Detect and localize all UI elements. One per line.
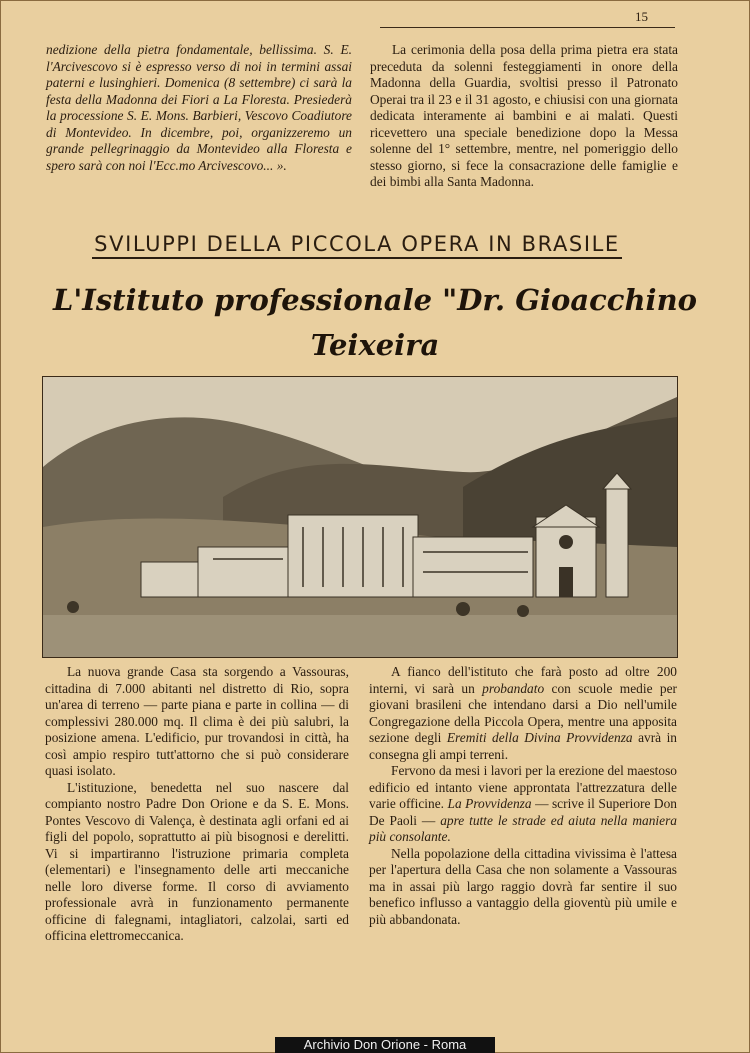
bottom-right-paragraph-2: Fervono da mesi i lavori per la erezione del maestoso edificio ed intanto viene approntata l'attrezzatura delle varie officine. La Provvidenza — scrive il Superiore Don De Paoli — apre tutte le strade ed aiuta nella maniera più consolante. [369, 763, 677, 844]
archive-footer: Archivio Don Orione - Roma [275, 1037, 495, 1053]
building-drawing-icon [42, 376, 678, 658]
bottom-right-paragraph-3: Nella popolazione della cittadina vivissima è l'attesa per l'apertura della Casa che non solamente a Vassouras ma in assai più largo raggio dovrà far sentire il suo benefico influsso a vantaggio della gioventù più umile e più abbandonata. [369, 845, 677, 927]
bottom-left-paragraph-2: L'istituzione, benedetta nel suo nascere dal compianto nostro Padre Don Orione e da S. E. Mons. Pontes Vescovo di Valença, è destinata agli orfani ed ai figli del popolo, soprattutto ai più bisognosi e derelitti. Vi si impartiranno l'istruzione primaria completa (elementari) e l'insegnamento delle arti meccaniche nelle loro diverse forme. Il corso di avviamento professionale avrà in funzionamento permanente officine di falegnami, intagliatori, calzolai, sarti ed officina elettromeccanica. [45, 779, 349, 943]
bottom-right-paragraph-1: A fianco dell'istituto che farà posto ad oltre 200 interni, vi sarà un probandato con scuole medie per giovani brasileni che intendano darsi a Dio nell'umile Congregazione della Piccola Opera, mentre una apposita sezione degli Eremiti della Divina Provvidenza avrà in consegna gli ampi terreni. [369, 664, 678, 762]
section-header: SVILUPPI DELLA PICCOLA OPERA IN BRASILE [92, 232, 622, 259]
bottom-right-column [369, 664, 677, 928]
bottom-left-paragraph-1: La nuova grande Casa sta sorgendo a Vassouras, cittadina di 7.000 abitanti nel distretto di Rio, sopra un'area di terreno — parte piana e parte in collina — di complessivi 280.000 mq. Il clima è dei più salubri, la posizione amena. L'edificio, pur trovandosi in città, ha così ampio respiro tutt'attorno che si può considerare quasi isolato. [45, 664, 349, 778]
bottom-left-column [45, 664, 349, 945]
page-number: 15 [635, 9, 648, 24]
top-right-text: La cerimonia della posa della prima pietra era stata preceduta da solenni festeggiamenti in onore della Madonna della Guardia, svoltisi presso il Patronato Operai tra il 23 e il 31 agosto, e chiusisi con una giornata dedicata interamente ai bambini e ai malati. Questi ricevettero una speciale benedizione dopo la Messa solenne del 1° settembre, mentre, nel pomeriggio dello stesso giorno, si fece la consacrazione delle famiglie e dei bimbi alla Santa Madonna. [370, 42, 678, 189]
top-left-text: nedizione della pietra fondamentale, bellissima. S. E. l'Arcivescovo si è espresso verso di noi in termini assai paterni e lusinghieri. Domenica (8 settembre) ci sarà la festa della Madonna dei Fiori a La Floresta. Presiederà la processione S. E. Mons. Barbieri, Vescovo Coadiutore di Montevideo. In dicembre, poi, organizzeremo un grande pellegrinaggio da Montevideo alla Floresta e spero sarà con noi l'Ecc.mo Arcivescovo... ». [46, 42, 352, 173]
headline-line-1: L'Istituto professionale "Dr. Gioacchino Teixeira [53, 283, 697, 362]
top-left-column [46, 42, 352, 174]
top-rule [380, 27, 675, 28]
top-right-column [370, 42, 678, 191]
